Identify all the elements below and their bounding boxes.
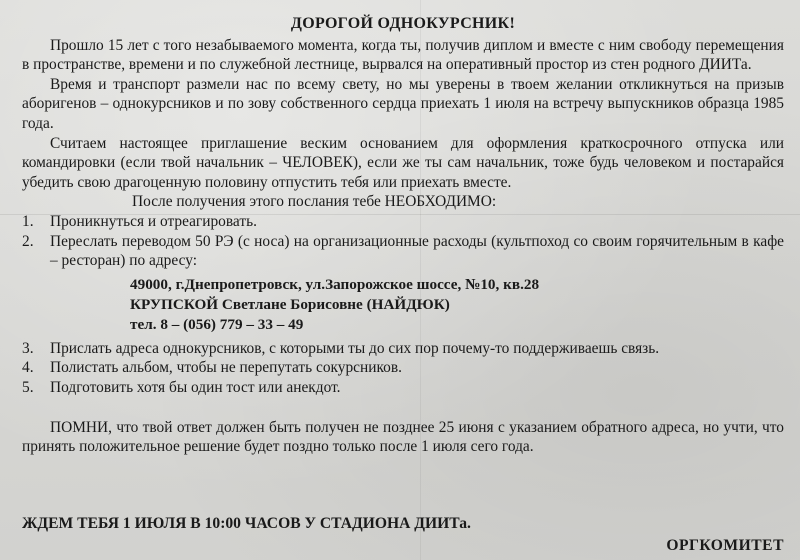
list-item: [22, 378, 784, 398]
list-text: Проникнуться и отреагировать.: [50, 212, 257, 230]
letter-body: [22, 14, 784, 457]
list-number: 2.: [22, 232, 34, 250]
paragraph: Время и транспорт размели нас по всему свету, но мы уверены в твоем желании откликнуться на призыв аборигенов – однокурсников и по зову собственного сердца приехать 1 июля на встречу выпускников образца 1985 года.: [22, 75, 784, 132]
address-line: 49000, г.Днепропетровск, ул.Запорожское шоссе, №10, кв.28: [130, 275, 540, 293]
reminder-paragraph: ПОМНИ, что твой ответ должен быть получен не позднее 25 июня с указанием обратного адреса, но учти, что принять положительное решение будет поздно только после 1 июля сего года.: [22, 418, 784, 456]
spacer: [22, 398, 784, 418]
meeting-announcement: ЖДЕМ ТЕБЯ 1 ИЮЛЯ В 10:00 ЧАСОВ У СТАДИОНА ДИИТа.: [22, 515, 471, 532]
paragraph: Считаем настоящее приглашение веским основанием для оформления краткосрочного отпуска или командировки (если твой начальник – ЧЕЛОВЕК), если же ты сам начальник, тоже будь человеком и постарайся убедить свою драгоценную половину отпустить тебя или приехать вместе.: [22, 134, 784, 191]
list-item: [22, 212, 784, 232]
letter-title: ДОРОГОЙ ОДНОКУРСНИК!: [290, 15, 516, 32]
list-number: 1.: [22, 212, 34, 230]
postal-address: [130, 275, 784, 335]
instruction-list: [22, 339, 784, 398]
list-item: [22, 358, 784, 378]
list-text: Полистать альбом, чтобы не перепутать сокурсников.: [50, 359, 402, 377]
list-number: 5.: [22, 378, 34, 396]
paragraph: Прошло 15 лет с того незабываемого момента, когда ты, получив диплом и вместе с ним свободу перемещения в пространстве, времени и по служебной лестнице, вырвался на оперативный простор из стен родного ДИИТа.: [22, 36, 784, 74]
list-item: [22, 232, 784, 271]
list-number: 3.: [22, 339, 34, 357]
list-intro: После получения этого послания тебе НЕОБХОДИМО:: [132, 193, 497, 211]
instruction-list: [22, 212, 784, 271]
recipient-name: КРУПСКОЙ Светлане Борисовне (НАЙДЮК): [130, 295, 450, 313]
phone-number: тел. 8 – (056) 779 – 33 – 49: [130, 315, 304, 333]
signature: ОРГКОМИТЕТ: [666, 537, 784, 554]
list-text: Переслать переводом 50 РЭ (с носа) на организационные расходы (культпоход со своим горячительным в кафе – ресторан) по адресу:: [50, 232, 784, 270]
list-item: [22, 339, 784, 359]
letter-footer: [22, 515, 784, 554]
list-text: Прислать адреса однокурсников, с которыми ты до сих пор почему-то поддерживаешь связь.: [50, 339, 660, 357]
list-text: Подготовить хотя бы один тост или анекдот.: [50, 378, 341, 396]
list-number: 4.: [22, 359, 34, 377]
